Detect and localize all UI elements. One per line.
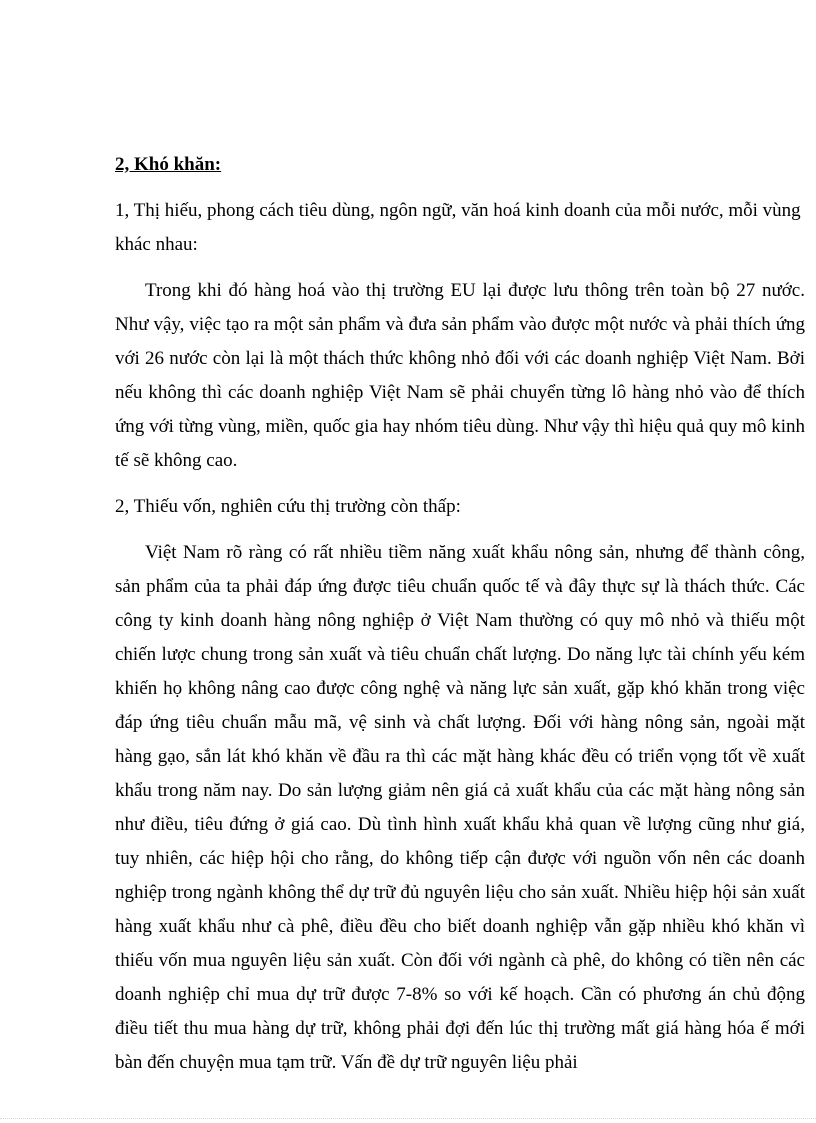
- item-heading-1: 1, Thị hiếu, phong cách tiêu dùng, ngôn ngữ, văn hoá kinh doanh của mỗi nước, mỗi vùng khác nhau:: [115, 200, 801, 255]
- paragraph-1: Trong khi đó hàng hoá vào thị trường EU lại được lưu thông trên toàn bộ 27 nước. Như vậy, việc tạo ra một sản phẩm và đưa sản phẩm vào được một nước và phải thích ứng với 26 nước còn lại là một thách thức không nhỏ đối với các doanh nghiệp Việt Nam. Bởi nếu không thì các doanh nghiệp Việt Nam sẽ phải chuyển từng lô hàng nhỏ vào để thích ứng với từng vùng, miền, quốc gia hay nhóm tiêu dùng. Như vậy thì hiệu quả quy mô kinh tế sẽ không cao.: [115, 280, 805, 471]
- document-body: [115, 148, 805, 1092]
- page-bottom-divider: [0, 1118, 816, 1119]
- item-heading-2: 2, Thiếu vốn, nghiên cứu thị trường còn thấp:: [115, 496, 461, 517]
- paragraph-2: Việt Nam rõ ràng có rất nhiều tiềm năng xuất khẩu nông sản, nhưng để thành công, sản phẩm của ta phải đáp ứng được tiêu chuẩn quốc tế và đây thực sự là thách thức. Các công ty kinh doanh hàng nông nghiệp ở Việt Nam thường có quy mô nhỏ và thiếu một chiến lược chung trong sản xuất và tiêu chuẩn chất lượng. Do năng lực tài chính yếu kém khiến họ không nâng cao được công nghệ và năng lực sản xuất, gặp khó khăn trong việc đáp ứng tiêu chuẩn mẫu mã, vệ sinh và chất lượng. Đối với hàng nông sản, ngoài mặt hàng gạo, sắn lát khó khăn về đầu ra thì các mặt hàng khác đều có triển vọng tốt về xuất khẩu trong năm nay. Do sản lượng giảm nên giá cả xuất khẩu của các mặt hàng nông sản như điều, tiêu đứng ở giá cao. Dù tình hình xuất khẩu khả quan về lượng cũng như giá, tuy nhiên, các hiệp hội cho rằng, do không tiếp cận được với nguồn vốn nên các doanh nghiệp trong ngành không thể dự trữ đủ nguyên liệu cho sản xuất. Nhiều hiệp hội sản xuất hàng xuất khẩu như cà phê, điều đều cho biết doanh nghiệp vẫn gặp nhiều khó khăn vì thiếu vốn mua nguyên liệu sản xuất. Còn đối với ngành cà phê, do không có tiền nên các doanh nghiệp chỉ mua dự trữ được 7-8% so với kế hoạch. Cần có phương án chủ động điều tiết thu mua hàng dự trữ, không phải đợi đến lúc thị trường mất giá hàng hóa ế mới bàn đến chuyện mua tạm trữ. Vấn đề dự trữ nguyên liệu phải: [115, 542, 805, 1073]
- section-heading: 2, Khó khăn:: [115, 154, 222, 175]
